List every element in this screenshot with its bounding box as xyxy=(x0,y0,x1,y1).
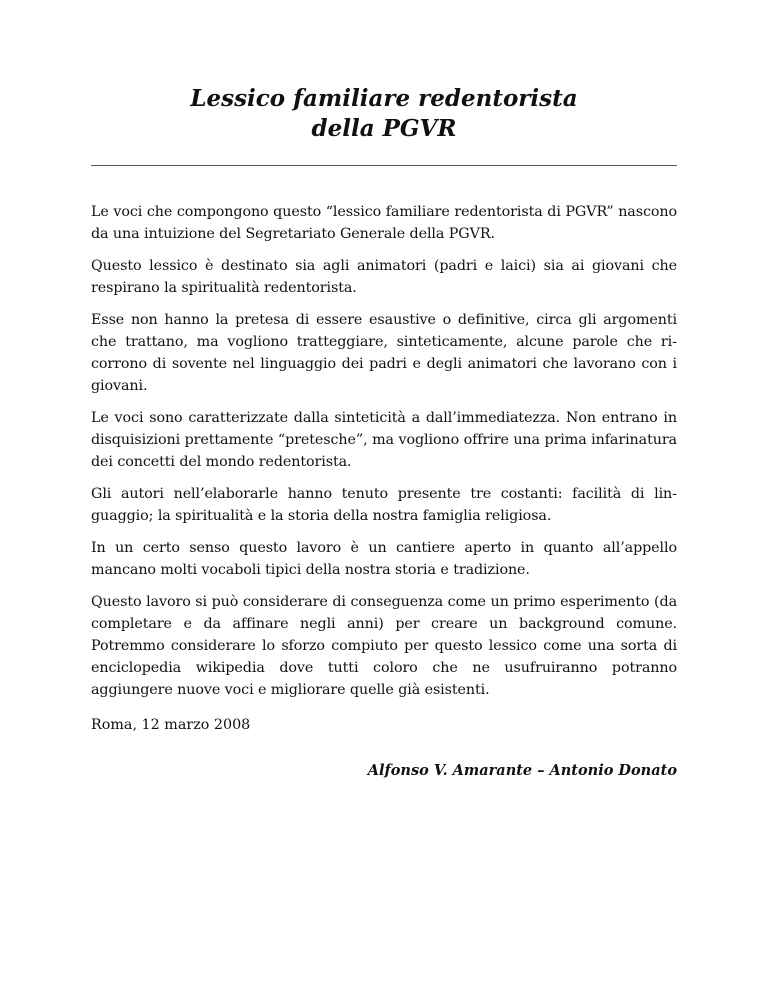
document-authors: Alfonso V. Amarante – Antonio Donato xyxy=(367,762,677,779)
title-divider xyxy=(91,165,677,166)
title-block xyxy=(91,84,677,144)
paragraph: Questo lessico è destinato sia agli animatori (padri e laici) sia ai giovani che respirano la spiritualità redentorista. xyxy=(91,258,677,296)
paragraph: Gli autori nell’elaborarle hanno tenuto presente tre costanti: facilità di linguaggio; la spiritualità e la storia della nostra famiglia religiosa. xyxy=(91,486,677,524)
paragraph: In un certo senso questo lavoro è un cantiere aperto in quanto all’appello mancano molti vocaboli tipici della nostra storia e tradizione. xyxy=(91,540,677,578)
document-body xyxy=(91,201,677,782)
page-title: Lessico familiare redentorista xyxy=(190,85,578,112)
paragraph: Le voci che compongono questo “lessico familiare redentorista di PGVR” nascono da una intuizione del Segretariato Generale della PGVR. xyxy=(91,204,677,242)
page-subtitle: della PGVR xyxy=(311,115,457,142)
paragraph: Questo lavoro si può considerare di conseguenza come un primo esperimento (da completare e da affinare negli anni) per creare un background comune. Potremmo considerare lo sforzo compiuto per questo lessico come una sorta di enciclopedia wikipedia dove tutti coloro che ne usufruiranno potranno aggiungere nuove voci e migliorare quelle già esistenti. xyxy=(91,594,677,698)
paragraph: Le voci sono caratterizzate dalla sinteticità a dall’immediatezza. Non entrano in disquisizioni prettamente “pretesche”, ma vogliono offrire una prima infarinatura dei concetti del mondo redentorista. xyxy=(91,410,677,470)
document-date: Roma, 12 marzo 2008 xyxy=(91,717,251,733)
paragraph: Esse non hanno la pretesa di essere esaustive o definitive, circa gli argomenti che trattano, ma vogliono tratteggiare, sinteticamente, alcune parole che ricorrono di sovente nel linguaggio dei padri e degli animatori che lavorano con i giovani. xyxy=(91,312,677,394)
